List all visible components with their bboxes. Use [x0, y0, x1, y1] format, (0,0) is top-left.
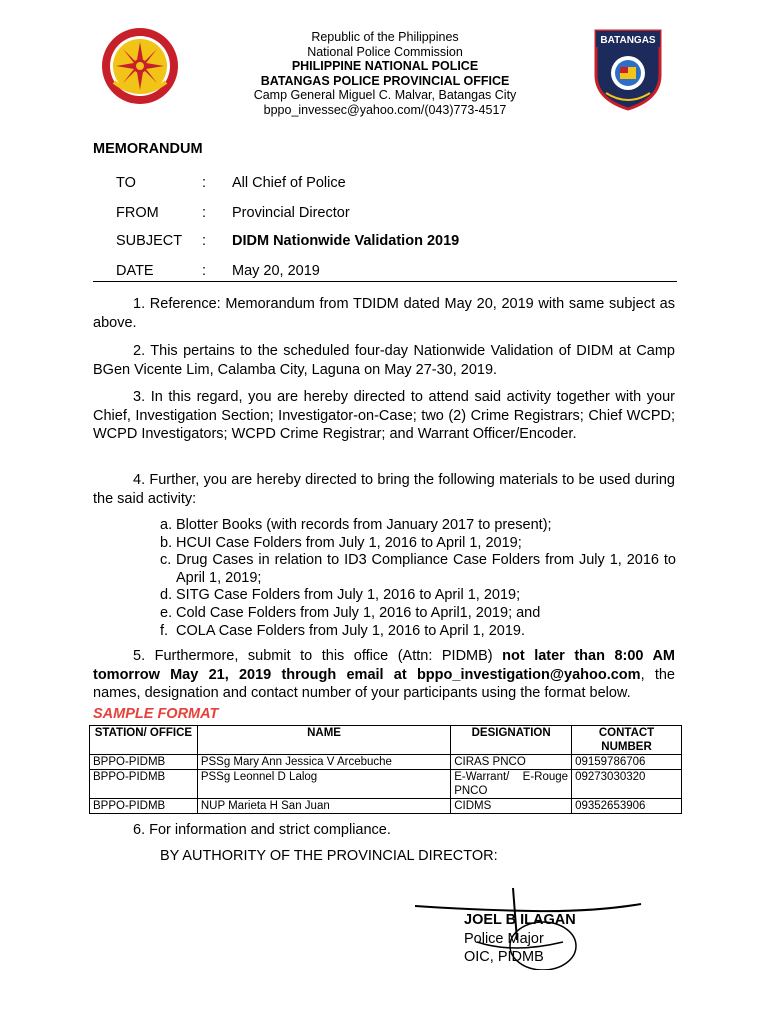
- table-cell: 09159786706: [572, 755, 682, 770]
- letterhead-pnp: PHILIPPINE NATIONAL POLICE: [291, 59, 479, 73]
- list-marker: d.: [160, 587, 173, 604]
- subject-colon: :: [202, 233, 207, 249]
- list-item: [160, 535, 676, 553]
- table-row: [90, 755, 682, 770]
- paragraph-6: 6. For information and strict compliance.: [133, 822, 391, 838]
- table-header-name: NAME: [197, 726, 450, 755]
- materials-list: [160, 517, 676, 640]
- paragraph-1-text: 1. Reference: Memorandum from TDIDM dated May 20, 2019 with same subject as above.: [93, 296, 675, 331]
- paragraph-5-text-end: , the names, designation and contact number of your participants using the format below.: [93, 666, 675, 701]
- table-cell: CIRAS PNCO: [451, 755, 572, 770]
- header-divider: [93, 281, 677, 282]
- letterhead-contact: bppo_invessec@yahoo.com/(043)773-4517: [263, 102, 507, 117]
- letterhead: [220, 30, 550, 117]
- letterhead-republic: Republic of the Philippines: [311, 30, 459, 44]
- paragraph-5: [93, 647, 675, 703]
- paragraph-5-text: 5. Furthermore, submit to this office (Attn: PIDMB): [133, 648, 503, 664]
- list-item: [160, 605, 676, 623]
- signatory-rank: Police Major: [464, 931, 544, 947]
- list-item: [160, 552, 676, 587]
- to-value: All Chief of Police: [232, 175, 346, 191]
- participants-table: [89, 725, 682, 814]
- table-cell: BPPO-PIDMB: [90, 770, 198, 799]
- table-cell: BPPO-PIDMB: [90, 755, 198, 770]
- table-header-station: STATION/ OFFICE: [90, 726, 198, 755]
- pnp-seal-icon: [100, 26, 180, 106]
- list-marker: f.: [160, 622, 169, 639]
- sample-format-label: SAMPLE FORMAT: [93, 706, 219, 722]
- paragraph-5-deadline: not later than 8:00 AM tomorrow May 21, 2019 through email at bppo_investigation@yahoo.com: [93, 648, 675, 683]
- list-item-text: COLA Case Folders from July 1, 2016 to April 1, 2019.: [176, 622, 525, 639]
- batangas-seal-label: BATANGAS: [600, 35, 656, 46]
- to-colon: :: [202, 175, 207, 191]
- paragraph-2-text: 2. This pertains to the scheduled four-day Nationwide Validation of DIDM at Camp BGen Vicente Lim, Calamba City, Laguna on May 27-30, 2019.: [93, 343, 675, 378]
- letterhead-address: Camp General Miguel C. Malvar, Batangas City: [253, 88, 517, 102]
- table-cell: 09352653906: [572, 799, 682, 814]
- table-cell: NUP Marieta H San Juan: [197, 799, 450, 814]
- table-header-designation: DESIGNATION: [451, 726, 572, 755]
- list-marker: c.: [160, 552, 172, 569]
- table-header-contact: CONTACT NUMBER: [572, 726, 682, 755]
- paragraph-4: [93, 471, 675, 508]
- list-item-text: Drug Cases in relation to ID3 Compliance Case Folders from July 1, 2016 to April 1, 2019;: [176, 552, 676, 586]
- list-marker: a.: [160, 517, 173, 533]
- signatory-name: JOEL B ILAGAN: [464, 912, 576, 928]
- list-item-text: Blotter Books (with records from January 2017 to present);: [176, 517, 552, 533]
- letterhead-commission: National Police Commission: [307, 44, 463, 59]
- table-cell: BPPO-PIDMB: [90, 799, 198, 814]
- signatory-position: OIC, PIDMB: [464, 949, 544, 965]
- subject-label: SUBJECT: [116, 233, 183, 249]
- paragraph-3: [93, 388, 675, 444]
- list-marker: b.: [160, 534, 173, 551]
- to-label: TO: [116, 175, 136, 191]
- subject-value: DIDM Nationwide Validation 2019: [232, 233, 460, 249]
- date-label: DATE: [116, 263, 154, 279]
- list-item: [160, 623, 676, 641]
- table-cell: CIDMS: [451, 799, 572, 814]
- from-value: Provincial Director: [232, 205, 350, 221]
- list-marker: e.: [160, 604, 173, 621]
- paragraph-3-text: 3. In this regard, you are hereby directed to attend said activity together with your Chief, Investigation Section; Investigator-on-Case; two (2) Crime Registrars; Chief WCPD; WCPD Investigators; WCPD Crime Registrar; and Warrant Officer/Encoder.: [93, 389, 675, 442]
- letterhead-office: BATANGAS POLICE PROVINCIAL OFFICE: [260, 73, 510, 88]
- list-item-text: HCUI Case Folders from July 1, 2016 to April 1, 2019;: [176, 534, 522, 551]
- batangas-ppo-shield-icon: [592, 27, 664, 111]
- paragraph-2: [93, 342, 675, 379]
- table-cell: PSSg Leonnel D Lalog: [197, 770, 450, 799]
- date-value: May 20, 2019: [232, 263, 320, 279]
- table-cell: 09273030320: [572, 770, 682, 799]
- list-item-text: SITG Case Folders from July 1, 2016 to April 1, 2019;: [176, 587, 521, 604]
- list-item: [160, 517, 676, 535]
- authority-line: BY AUTHORITY OF THE PROVINCIAL DIRECTOR:: [160, 848, 498, 864]
- date-colon: :: [202, 263, 207, 279]
- paragraph-1: [93, 295, 675, 332]
- table-cell: E-Warrant/ E-Rouge PNCO: [451, 770, 572, 799]
- table-row: [90, 770, 682, 799]
- list-item-text: Cold Case Folders from July 1, 2016 to April1, 2019; and: [176, 604, 541, 621]
- memorandum-title: MEMORANDUM: [93, 141, 203, 157]
- from-label: FROM: [116, 205, 159, 221]
- from-colon: :: [202, 205, 207, 221]
- table-header-row: [90, 726, 682, 755]
- table-row: [90, 799, 682, 814]
- table-cell: PSSg Mary Ann Jessica V Arcebuche: [197, 755, 450, 770]
- paragraph-4-text: 4. Further, you are hereby directed to bring the following materials to be used during the said activity:: [93, 472, 675, 507]
- list-item: [160, 587, 676, 605]
